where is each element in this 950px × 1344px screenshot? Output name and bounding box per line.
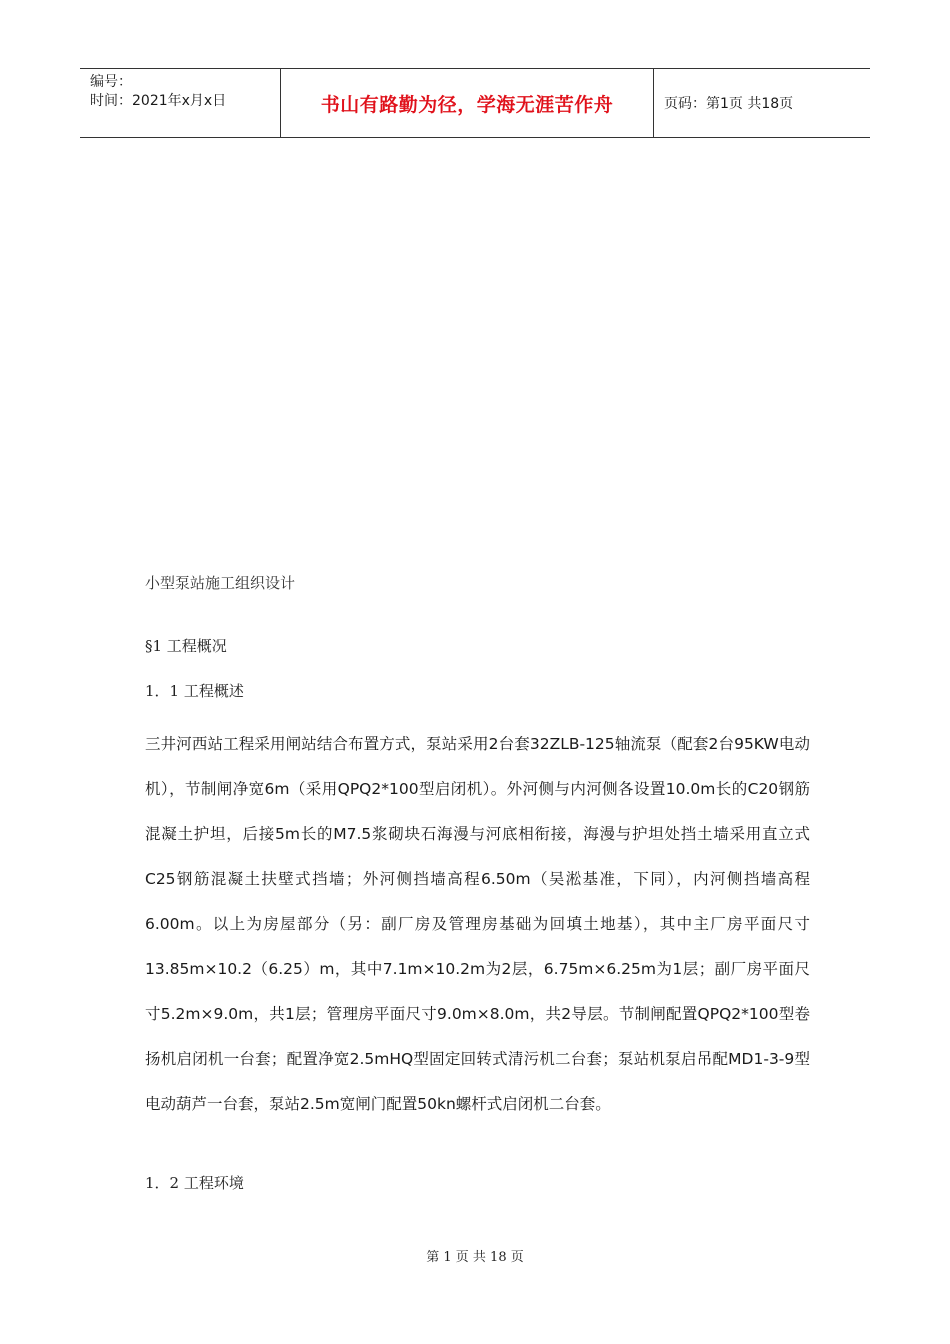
header-meta [80,69,281,137]
page-footer: 第 1 页 共 18 页 [426,1250,524,1265]
document-title: 小型泵站施工组织设计 [145,574,296,592]
body-paragraph: 三井河西站工程采用闸站结合布置方式，泵站采用2台套32ZLB-125轴流泵（配套2台95KW电动机），节制闸净宽6m（采用QPQ2*100型启闭机）。外河侧与内河侧各设置10.0m长的C20钢筋混凝土护坦，后接5m长的M7.5浆砌块石海漫与河底相衔接，海漫与护坦处挡土墙采用直立式C25钢筋混凝土扶壁式挡墙；外河侧挡墙高程6.50m（吴淞基准，下同），内河侧挡墙高程6.00m。以上为房屋部分（另：副厂房及管理房基础为回填土地基），其中主厂房平面尺寸13.85m×10.2（6.25）m，其中7.1m×10.2m为2层，6.75m×6.25m为1层；副厂房平面尺寸5.2m×9.0m，共1层；管理房平面尺寸9.0m×8.0m，共2导层。节制闸配置QPQ2*100型卷扬机启闭机一台套；配置净宽2.5mHQ型固定回转式清污机二台套；泵站机泵启吊配MD1-3-9型电动葫芦一台套，泵站2.5m宽闸门配置50kn螺杆式启闭机二台套。 [145,735,810,1113]
header-motto: 书山有路勤为径，学海无涯苦作舟 [281,69,654,137]
time-label: 时间：2021年x月x日 [90,93,227,109]
subsection-heading-1-1: 1．1 工程概述 [145,682,244,700]
subsection-heading-1-2: 1．2 工程环境 [145,1174,244,1192]
section-heading-1: §1 工程概况 [145,637,227,655]
number-label: 编号： [90,74,132,90]
document-header [80,68,870,138]
header-page-info: 页码：第1页 共18页 [664,96,794,112]
